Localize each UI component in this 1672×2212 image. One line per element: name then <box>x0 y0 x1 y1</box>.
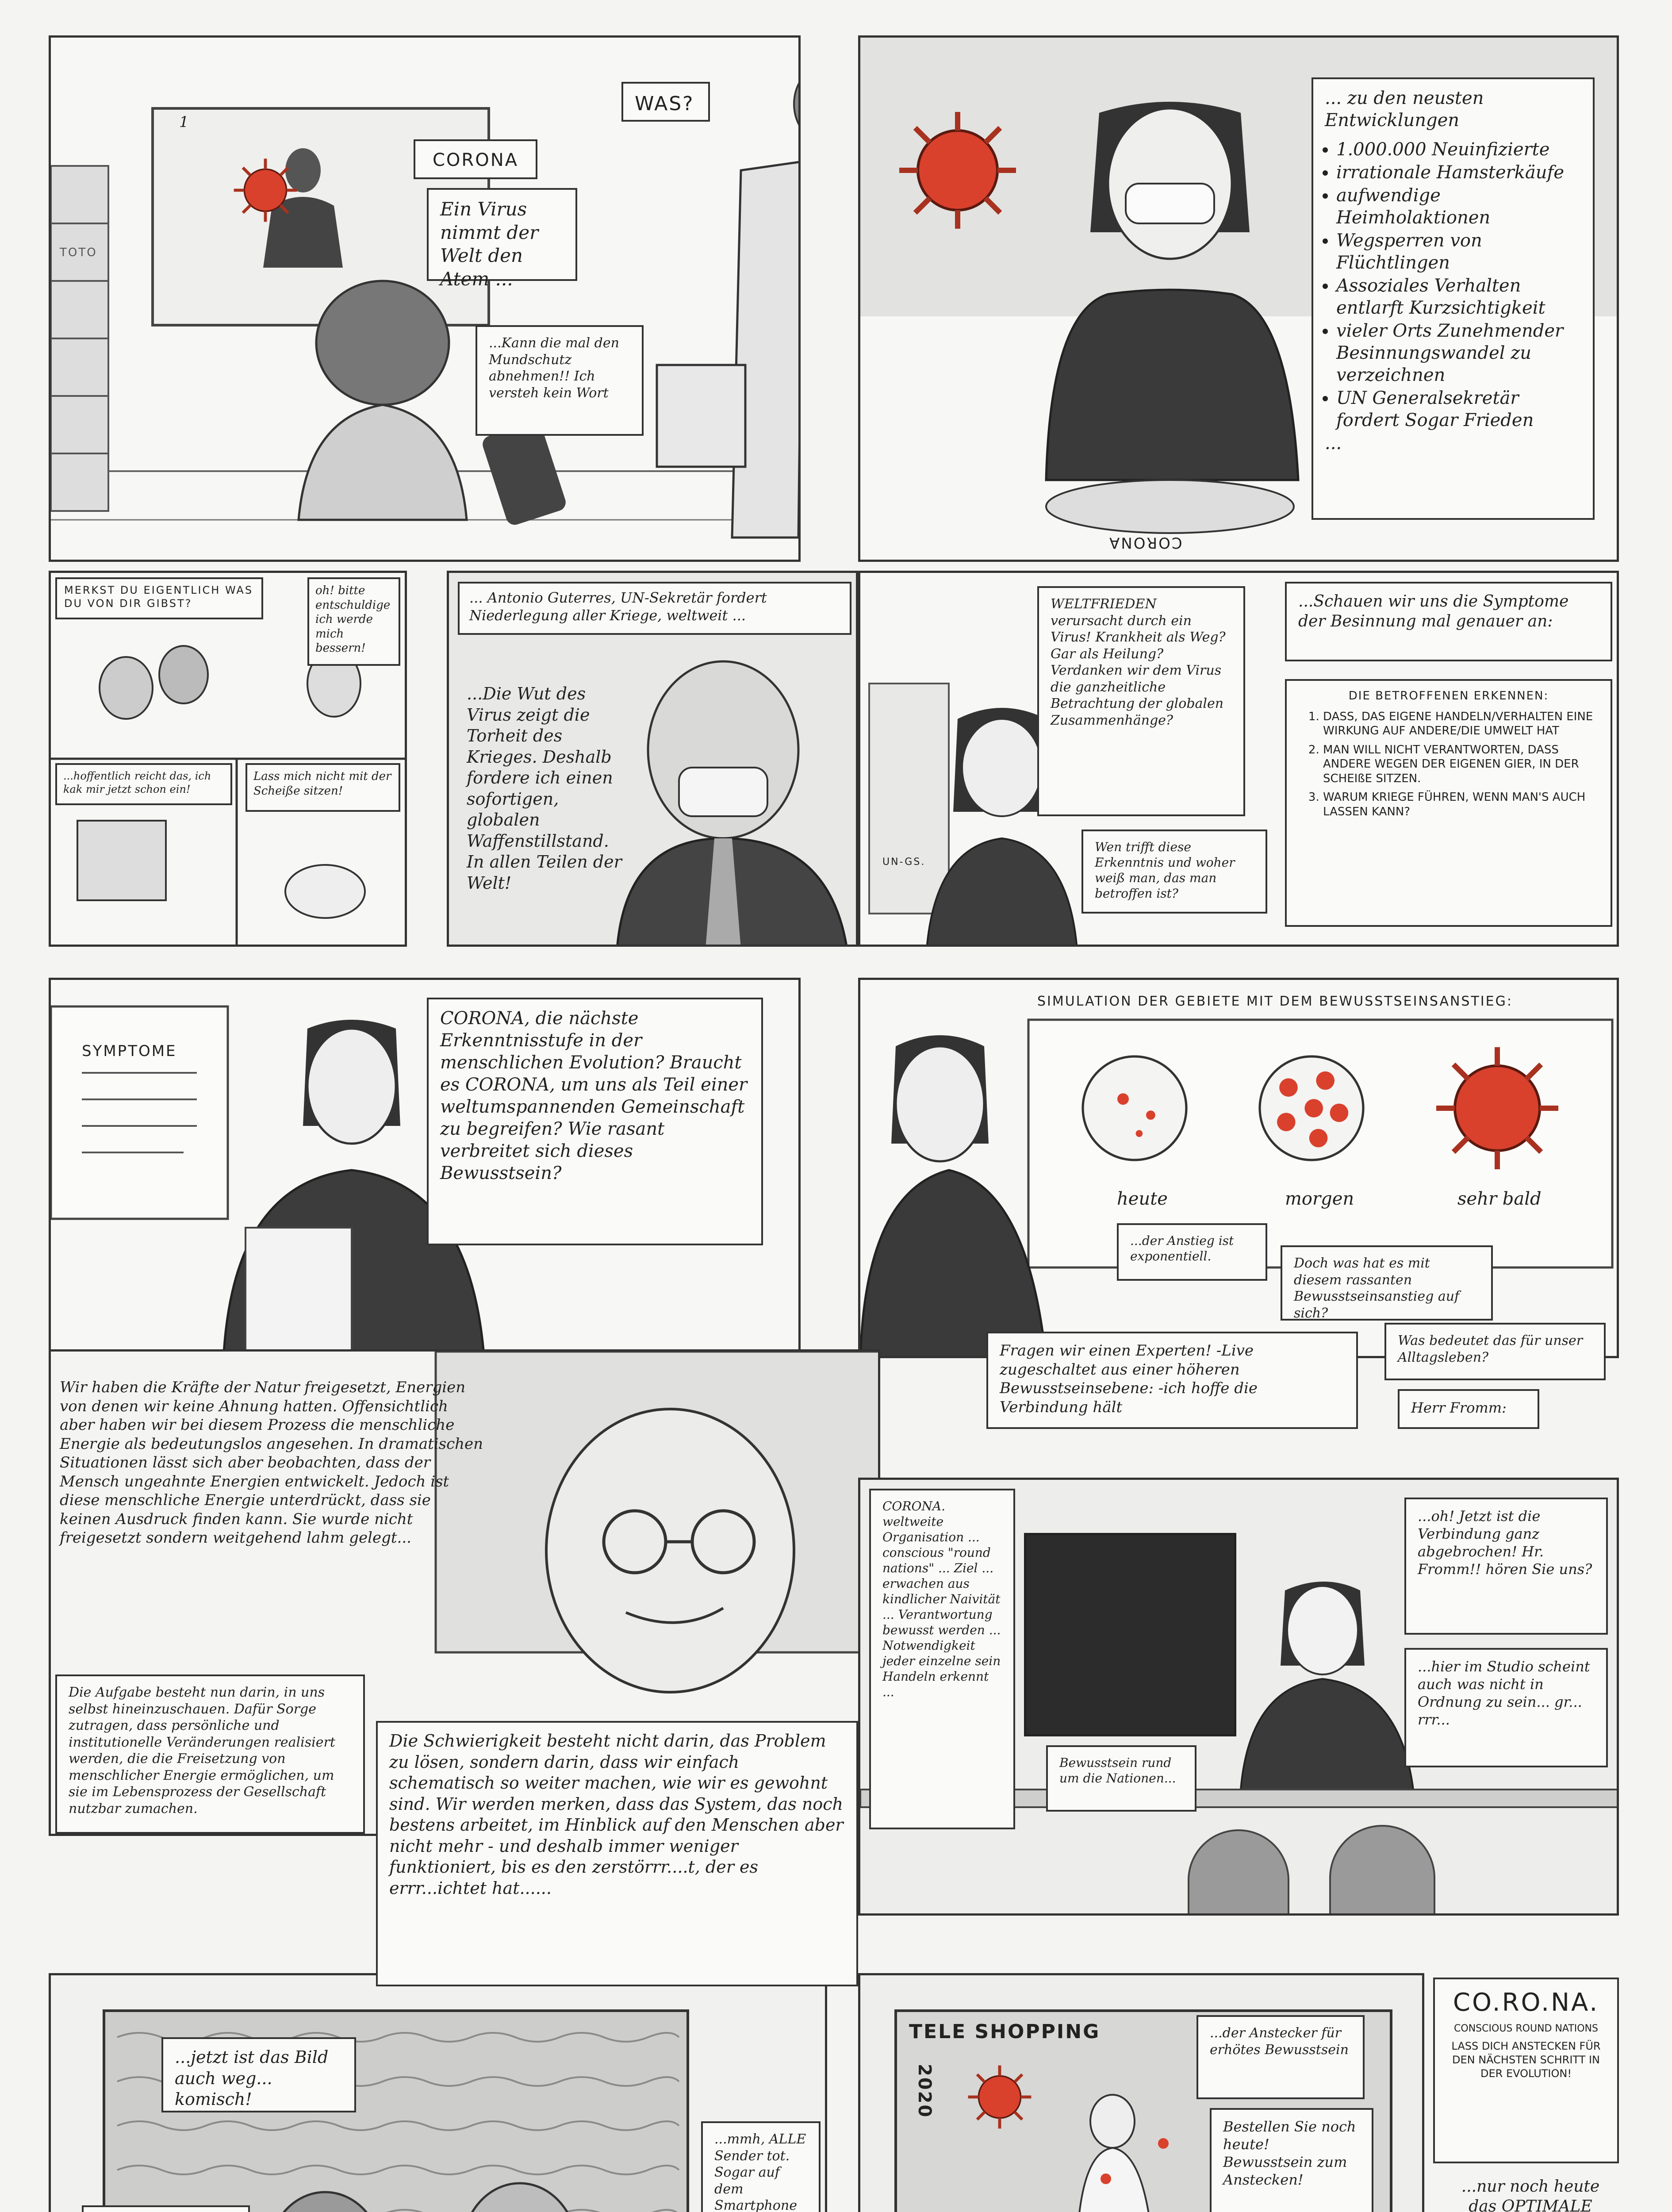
news-item: • aufwendige Heimholaktionen <box>1336 184 1581 229</box>
affected-title: DIE BETROFFENEN ERKENNEN: <box>1348 689 1549 703</box>
expert-left-text: Wir haben die Kräfte der Natur freigesetzt, Energien von denen wir keine Ahnung hatten. Offensichtlich aber haben wir bei diesem Prozess die menschliche Energie als bedeutungslos angesehen. In dramatischen Situationen lässt sich aber beobachten, dass der Mensch ungeahnte Energien entwickelt. Jedoch ist diese menschliche Energie unterdrückt, dass sie keinen Ausdruck finden kann. Sie wurde nicht freigesetzt sondern weitgehend lahm gelegt... <box>60 1379 483 1547</box>
news-ellipsis: ... <box>1325 433 1342 453</box>
guterres-quote: ...Die Wut des Virus zeigt die Torheit des Krieges. Deshalb fordere ich einen sofortigen, globalen Waffenstillstand. In allen Teilen der Welt! <box>467 684 622 893</box>
panel-1 <box>49 35 801 562</box>
evolution-bubble: CORONA, die nächste Erkenntnisstufe in der menschlichen Evolution? Braucht es CORONA, um uns als Teil einer weltumspannenden Gemeinschaft zu begreifen? Wie rasant verbreitet sich dieses Bewusstsein? <box>427 998 763 1245</box>
viewer-speech: ...Kann die mal den Mundschutz abnehmen!! Ich versteh kein Wort <box>476 325 644 436</box>
panel-3 <box>49 571 407 947</box>
task-bubble: Die Aufgabe besteht nun darin, in uns selbst hineinzuschauen. Dafür Sorge zutragen, dass persönliche und institutionelle Veränderungen realisiert werden, die die Freisetzung von menschlicher Energie ermöglichen, um sie im Lebensprozess der Gesellschaft nutzbar zumachen. <box>55 1674 365 1834</box>
virus-icon <box>228 153 303 228</box>
news-title: ... zu den neusten Entwicklungen <box>1325 88 1484 131</box>
difficulty-bubble: Die Schwierigkeit besteht nicht darin, das Problem zu lösen, sondern darin, dass wir einfach schematisch so weiter machen, wie wir es gewohnt sind. Wir werden merken, dass das System, das noch bestens arbeitet, im Hinblick auf den Menschen aber nicht mehr - und deshalb immer weniger funktioniert, bis es den zerstörrr....t, der es errr...ichtet hat...... <box>376 1721 858 1986</box>
stage-tomorrow: morgen <box>1285 1189 1354 1209</box>
virus-soon-icon <box>1431 1042 1564 1175</box>
panel-9 <box>858 1478 1619 1916</box>
corona-definition: CORONA. weltweite Organisation ... conscious "round nations" ... Ziel ... erwachen aus kindlicher Naivität ... Verantwortung bewusst werden ... Notwendigkeit jeder einzelne sein Handeln erkennt ... <box>869 1489 1015 1829</box>
news-item: • Wegsperren von Flüchtlingen <box>1336 230 1581 274</box>
panel-7 <box>858 978 1619 1358</box>
virus-icon <box>962 2059 1037 2135</box>
q2-bubble: ...hoffentlich reicht das, ich kak mir jetzt schon ein! <box>55 763 232 805</box>
affected-item: 1. DASS, DAS EIGENE HANDELN/VERHALTEN EINE WIRKUNG AUF ANDERE/DIE UMWELT HAT <box>1323 710 1599 738</box>
teleshopping-sign: TELE SHOPPING <box>909 2020 1101 2043</box>
news-item: • vieler Orts Zunehmender Besinnungswandel zu verzeichnen <box>1336 320 1581 386</box>
brand-slogan: LASS DICH ANSTECKEN FÜR DEN NÄCHSTEN SCHRITT IN DER EVOLUTION! <box>1451 2039 1601 2080</box>
order-bubble: Bestellen Sie noch heute! Bewusstsein zum Anstecken! <box>1210 2108 1373 2212</box>
page-number: 1 <box>179 113 189 131</box>
brand-title: CO.RO.NA. <box>1453 1988 1599 2017</box>
a1-bubble: oh! bitte entschuldige ich werde mich bessern! <box>307 577 400 666</box>
affected-item: 2. MAN WILL NICHT VERANTWORTEN, DASS ANDERE WEGEN DER EIGENEN GIER, IN DER SCHEIßE SITZEN. <box>1323 743 1599 786</box>
remote-bubble <box>82 2205 250 2212</box>
news-item: • irrationale Hamsterkäufe <box>1336 161 1581 184</box>
exponential-bubble: ...der Anstieg ist exponentiell. <box>1117 1223 1267 1281</box>
ad-box <box>1433 1978 1619 2163</box>
board-title: SYMPTOME <box>82 1042 177 1060</box>
question-bubble: Doch was hat es mit diesem rassanten Bewusstseinsanstieg auf sich? <box>1281 1245 1493 1321</box>
news-list <box>1312 77 1595 520</box>
symptoms-intro-bubble: ...Schauen wir uns die Symptome der Besinnung mal genauer an: <box>1285 582 1612 661</box>
news-items <box>1325 138 1581 431</box>
shelf-label: TOTO <box>60 246 97 259</box>
panel-5 <box>858 571 1619 947</box>
brand-expansion: CONSCIOUS ROUND NATIONS <box>1454 2023 1598 2034</box>
news-item: • Assoziales Verhalten entlarft Kurzsichtigkeit <box>1336 275 1581 319</box>
studio-bubble: ...hier im Studio scheint auch was nicht in Ordnung zu sein... gr... rrr... <box>1404 1648 1608 1767</box>
guterres-caption: ... Antonio Guterres, UN-Sekretär fordert Niederlegung aller Kriege, weltweit ... <box>458 582 851 635</box>
teleshopping-year: 2020 <box>914 2064 935 2119</box>
affected-box <box>1285 679 1612 927</box>
stage-today: heute <box>1117 1189 1168 1209</box>
connection-lost-bubble: ...oh! Jetzt ist die Verbindung ganz abgebrochen! Hr. Fromm!! hören Sie uns? <box>1404 1498 1608 1635</box>
panel-2 <box>858 35 1619 562</box>
name-bubble: Herr Fromm: <box>1398 1389 1539 1429</box>
affected-list <box>1298 710 1599 819</box>
panel-10 <box>49 1973 827 2212</box>
q1-bubble: MERKST DU EIGENTLICH WAS DU VON DIR GIBST? <box>55 577 263 619</box>
news-item: • 1.000.000 Neuinfizierte <box>1336 138 1581 161</box>
panel-11 <box>858 1973 1424 2212</box>
desk-label: CORONA <box>1108 534 1182 552</box>
expert-bubble: Fragen wir einen Experten! -Live zugeschaltet aus einer höheren Bewusstseinsebene: -ich hoffe die Verbindung hält <box>986 1332 1358 1429</box>
panel-6 <box>49 978 801 1358</box>
affected-item: 3. WARUM KRIEGE FÜHREN, WENN MAN'S AUCH LASSEN KANN? <box>1323 790 1599 819</box>
news-item: • UN Generalsekretär fordert Sogar Frieden <box>1336 387 1581 431</box>
tv-speech: Ein Virus nimmt der Welt den Atem ... <box>427 188 577 281</box>
stage-soon: sehr bald <box>1457 1189 1542 1209</box>
panel-4 <box>447 571 858 947</box>
broken-monitor <box>1024 1533 1236 1736</box>
woman-exclaim: WAS? <box>621 82 710 122</box>
globe-today-icon <box>1077 1051 1192 1166</box>
un-tag: UN-GS. <box>882 856 926 868</box>
globe-tomorrow-icon <box>1254 1051 1369 1166</box>
world-peace-bubble: WELTFRIEDEN verursacht durch ein Virus! Krankheit als Weg? Gar als Heilung? Verdanken wir dem Virus die ganzheitliche Betrachtung der globalen Zusammenhänge? <box>1037 586 1245 816</box>
tv-label: CORONA <box>414 139 537 179</box>
simulation-title: SIMULATION DER GEBIETE MIT DEM BEWUSSTSEINSANSTIEG: <box>1037 994 1513 1009</box>
offer-text: ...nur noch heute das OPTIMALE <box>1461 2177 1600 2212</box>
pin-bubble: ...der Anstecker für erhötes Bewusstsein <box>1196 2015 1365 2099</box>
picture-gone-bubble: ...jetzt ist das Bild auch weg... komisch! <box>161 2037 356 2112</box>
who-bubble: Wen trifft diese Erkenntnis und woher weiß man, das man betroffen ist? <box>1081 830 1267 914</box>
virus-icon-large <box>891 104 1024 237</box>
channels-bubble: ...mmh, ALLE Sender tot. Sogar auf dem Smartphone <box>701 2121 821 2212</box>
nations-bubble: Bewusstsein rund um die Nationen... <box>1046 1745 1196 1812</box>
daily-bubble: Was bedeutet das für unser Alltagsleben? <box>1384 1323 1606 1380</box>
a2-bubble: Lass mich nicht mit der Scheiße sitzen! <box>245 763 400 812</box>
